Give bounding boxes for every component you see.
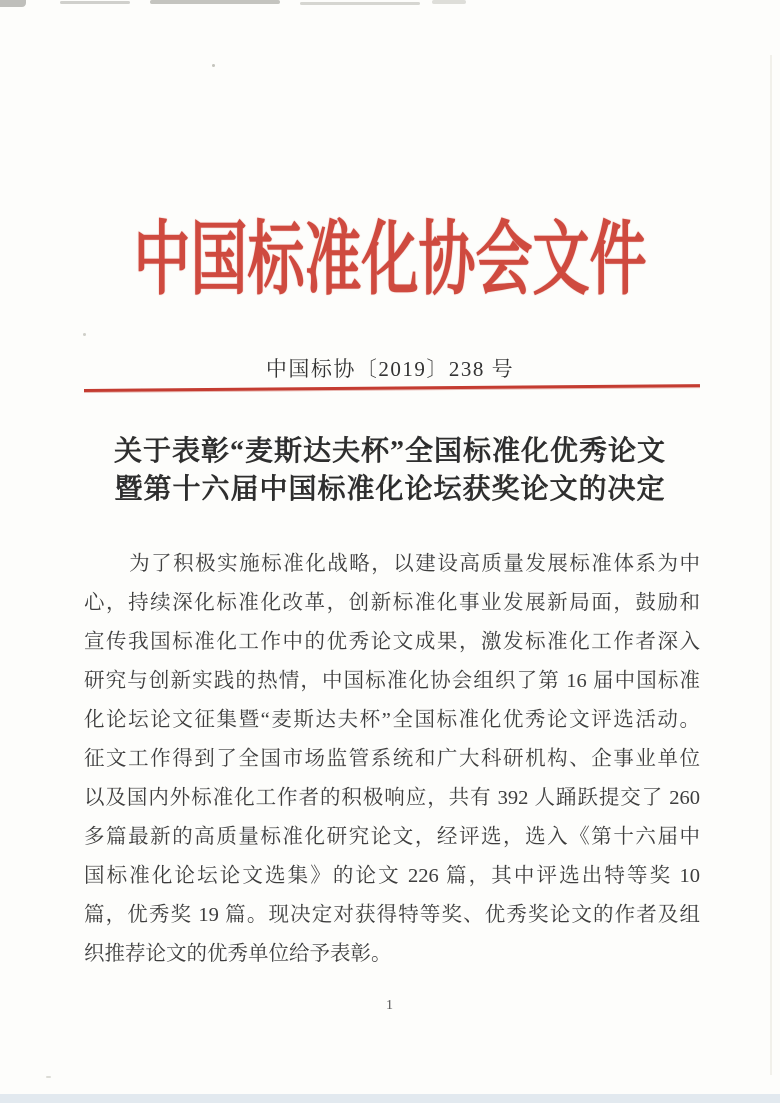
- body-line: 国标准化论坛论文选集》的论文 226 篇，其中评选出特等奖 10: [84, 865, 700, 887]
- scan-speck: [46, 1076, 51, 1078]
- document-title-line2: 暨第十六届中国标准化论坛获奖论文的决定: [114, 474, 666, 505]
- scan-smudge: [150, 0, 280, 4]
- body-line: 研究与创新实践的热情，中国标准化协会组织了第 16 届中国标准: [84, 670, 700, 692]
- scan-smudge: [0, 0, 26, 7]
- body-line: 化论坛论文征集暨“麦斯达夫杯”全国标准化优秀论文评选活动。: [84, 709, 700, 731]
- body-line: 篇，优秀奖 19 篇。现决定对获得特等奖、优秀奖论文的作者及组: [84, 904, 700, 926]
- body-line: 多篇最新的高质量标准化研究论文，经评选，选入《第十六届中: [84, 826, 700, 848]
- document-title-line1: 关于表彰“麦斯达夫杯”全国标准化优秀论文: [113, 436, 666, 467]
- document-body: [84, 545, 700, 974]
- document-title: [0, 433, 780, 509]
- body-line: 织推荐论文的优秀单位给予表彰。: [84, 943, 392, 965]
- body-line: 为了积极实施标准化战略，以建设高质量发展标准体系为中: [129, 553, 700, 575]
- body-line: 心，持续深化标准化改革，创新标准化事业发展新局面，鼓励和: [84, 592, 700, 614]
- letterhead-org-title: 中国标准化协会文件: [133, 215, 647, 306]
- scan-speck: [83, 333, 86, 336]
- scan-speck: [212, 64, 215, 67]
- scan-edge-bottom: [0, 1094, 780, 1103]
- scan-smudge: [300, 2, 420, 5]
- document-number: 中国标协〔2019〕238 号: [265, 357, 515, 381]
- page-number: 1: [386, 998, 394, 1013]
- body-line: 宣传我国标准化工作中的优秀论文成果，激发标准化工作者深入: [84, 631, 700, 653]
- scan-edge-right: [770, 55, 772, 1075]
- body-line: 以及国内外标准化工作者的积极响应，共有 392 人踊跃提交了 260: [84, 787, 700, 809]
- scan-smudge: [60, 1, 130, 4]
- scan-smudge: [432, 0, 466, 4]
- body-line: 征文工作得到了全国市场监管系统和广大科研机构、企事业单位: [84, 748, 700, 770]
- red-divider-line: [84, 384, 700, 392]
